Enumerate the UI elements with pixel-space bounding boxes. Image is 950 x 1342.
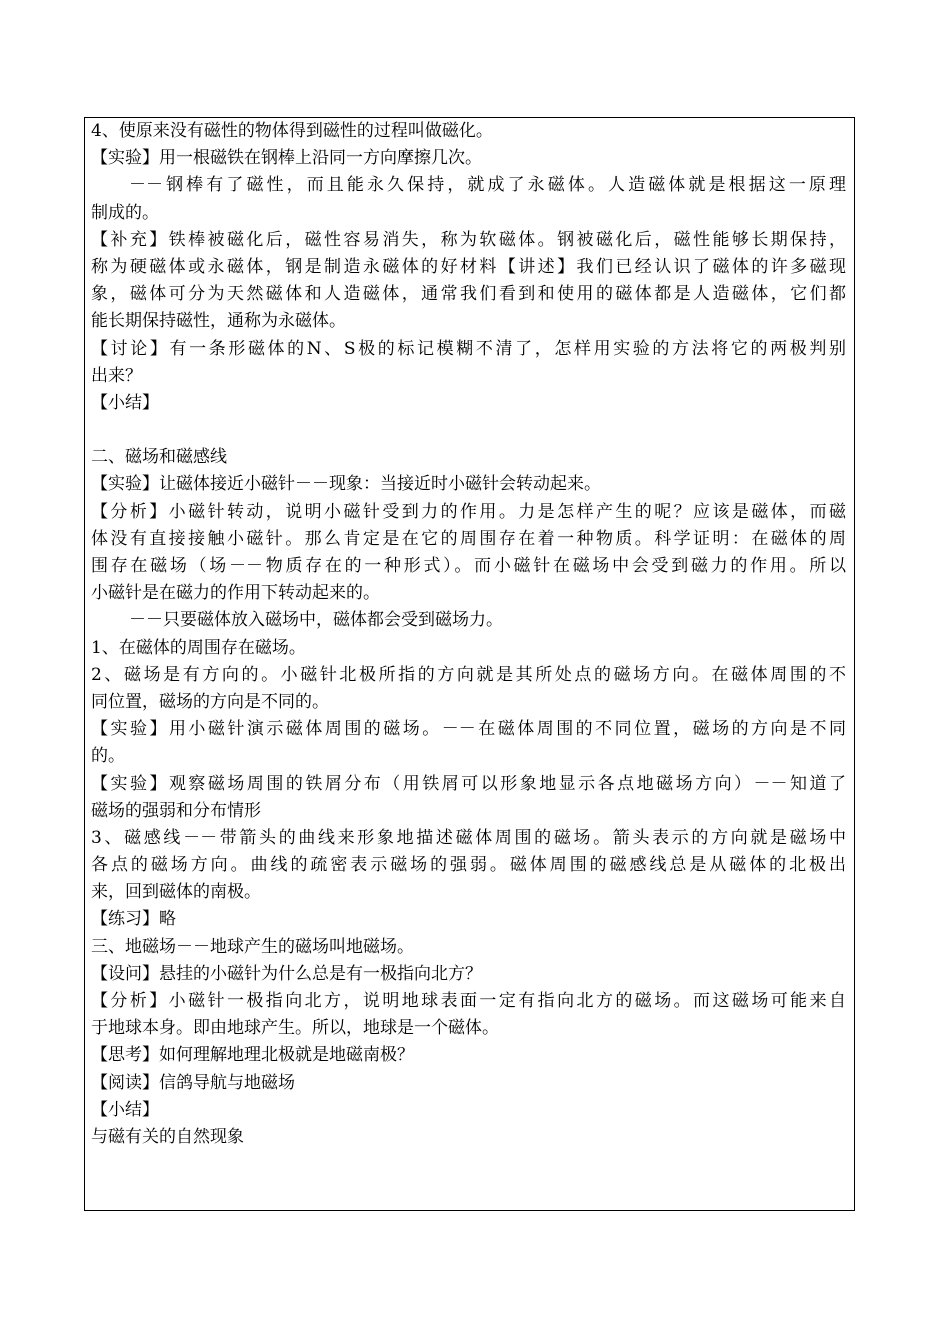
text-line: 称为硬磁体或永磁体，钢是制造永磁体的好材料【讲述】我们已经认识了磁体的许多磁现: [91, 256, 846, 277]
text-line: 【实验】用小磁针演示磁体周围的磁场。－－在磁体周围的不同位置，磁场的方向是不同: [91, 719, 846, 740]
section-heading: 二、磁场和磁感线: [91, 447, 227, 468]
text-line: 【小结】: [91, 1099, 159, 1120]
text-line: 出来？: [91, 365, 142, 386]
text-line: 体没有直接接触小磁针。那么肯定是在它的周围存在着一种物质。科学证明：在磁体的周: [91, 528, 846, 549]
text-line: 小磁针是在磁力的作用下转动起来的。: [91, 583, 380, 604]
text-line: 能长期保持磁性，通称为永磁体。: [91, 311, 346, 332]
text-line: 制成的。: [91, 202, 159, 223]
text-line: 1、在磁体的周围存在磁场。: [91, 637, 306, 658]
text-line: －－钢棒有了磁性，而且能永久保持，就成了永磁体。人造磁体就是根据这一原理: [129, 175, 846, 196]
text-line: －－只要磁体放入磁场中，磁体都会受到磁场力。: [129, 610, 503, 631]
text-line: 4、使原来没有磁性的物体得到磁性的过程叫做磁化。: [91, 121, 493, 141]
text-line: 3、磁感线－－带箭头的曲线来形象地描述磁体周围的磁场。箭头表示的方向就是磁场中: [91, 827, 846, 848]
text-line: 【小结】: [91, 392, 159, 413]
text-line: 的。: [91, 746, 125, 767]
text-line: 【实验】让磁体接近小磁针－－现象：当接近时小磁针会转动起来。: [91, 474, 601, 495]
text-line: 与磁有关的自然现象: [91, 1126, 244, 1147]
text-line: 围存在磁场（场－－物质存在的一种形式）。而小磁针在磁场中会受到磁力的作用。所以: [91, 556, 846, 576]
text-line: 【实验】观察磁场周围的铁屑分布（用铁屑可以形象地显示各点地磁场方向）－－知道了: [91, 773, 846, 794]
text-line: 象，磁体可分为天然磁体和人造磁体，通常我们看到和使用的磁体都是人造磁体，它们都: [91, 284, 846, 305]
text-line: 【分析】小磁针转动，说明小磁针受到力的作用。力是怎样产生的呢？应该是磁体，而磁: [91, 501, 846, 522]
text-line: 同位置，磁场的方向是不同的。: [91, 691, 329, 712]
text-line: 【讨论】有一条形磁体的N、S极的标记模糊不清了，怎样用实验的方法将它的两极判别: [91, 338, 846, 359]
text-line: 各点的磁场方向。曲线的疏密表示磁场的强弱。磁体周围的磁感线总是从磁体的北极出: [91, 855, 846, 876]
text-line: 【补充】铁棒被磁化后，磁性容易消失，称为软磁体。钢被磁化后，磁性能够长期保持，: [91, 229, 846, 250]
text-line: 于地球本身。即由地球产生。所以，地球是一个磁体。: [91, 1018, 499, 1039]
text-line: 2、磁场是有方向的。小磁针北极所指的方向就是其所处点的磁场方向。在磁体周围的不: [91, 664, 846, 685]
document-frame: [84, 117, 855, 1211]
text-line: 【阅读】信鸽导航与地磁场: [91, 1072, 295, 1093]
text-line: 【练习】略: [91, 909, 176, 930]
text-line: 【分析】小磁针一极指向北方，说明地球表面一定有指向北方的磁场。而这磁场可能来自: [91, 991, 846, 1011]
text-line: 【设问】悬挂的小磁针为什么总是有一极指向北方？: [91, 963, 482, 984]
blank-line: [91, 417, 846, 444]
section-heading: 三、地磁场－－地球产生的磁场叫地磁场。: [91, 936, 414, 957]
text-line: 磁场的强弱和分布情形: [91, 800, 261, 821]
text-line: 【思考】如何理解地理北极就是地磁南极？: [91, 1045, 414, 1066]
text-line: 【实验】用一根磁铁在钢棒上沿同一方向摩擦几次。: [91, 148, 482, 169]
text-line: 来，回到磁体的南极。: [91, 882, 261, 903]
